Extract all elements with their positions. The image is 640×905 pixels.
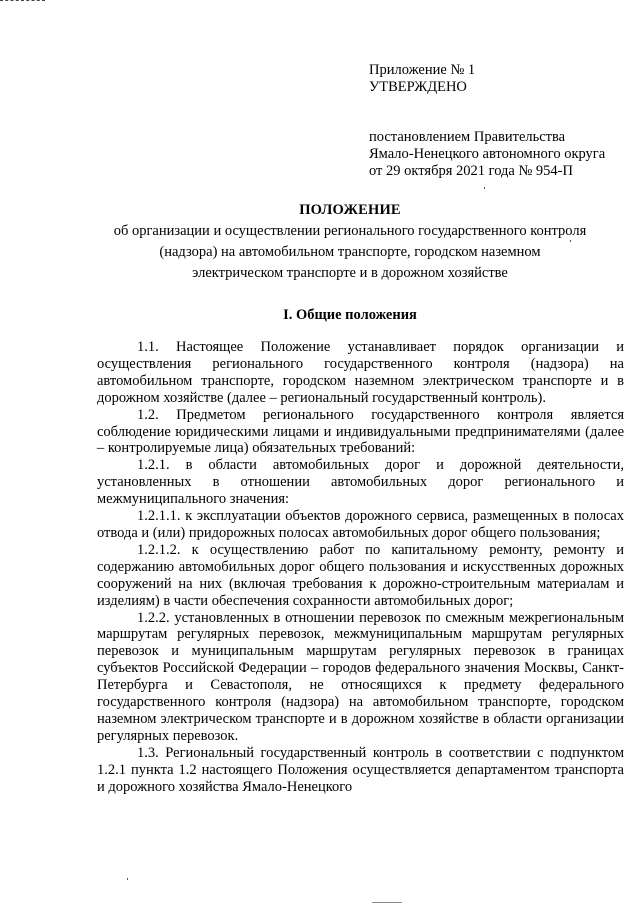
paragraph-1-1: 1.1. Настоящее Положение устанавливает порядок организации и осуществления регионального государственного контроля (надзора) на автомобильном транспорте, городском наземном электрическом транспорте и в дорожном хозяйстве (далее – региональный государственный контроль).: [97, 339, 624, 406]
paragraph-1-2-2: 1.2.2. установленных в отношении перевозок по смежным межрегиональным маршрутам регулярных перевозок, межмуниципальным маршрутам регулярных перевозок и муниципальным маршрутам регулярных перевозок в границах субъектов Российской Федерации – городов федерального значения Москвы, Санкт-Петербурга и Севастополя, не относящихся к предмету федерального государственного контроля (надзора) на автомобильном транспорте, городском наземном электрическом транспорте и в дорожном хозяйстве в области организации регулярных перевозок.: [97, 609, 624, 744]
scan-speck: [372, 902, 402, 903]
document-title: [60, 200, 640, 284]
title-line-2: (надзора) на автомобильном транспорте, городском наземном: [159, 244, 541, 260]
paragraph-1-2-1: 1.2.1. в области автомобильных дорог и дорожной деятельности, установленных в отношении автомобильных дорог регионального и межмуниципального значения:: [97, 457, 624, 508]
paragraph-1-2-1-2: 1.2.1.2. к осуществлению работ по капитальному ремонту, ремонту и содержанию автомобильных дорог общего пользования и искусственных дорожных сооружений на них (включая требования к дорожно-строительным материалам и изделиям) в части обеспечения сохранности автомобильных дорог;: [97, 541, 624, 609]
title-heading: ПОЛОЖЕНИЕ: [299, 202, 401, 218]
paragraph-1-3: 1.3. Региональный государственный контроль в соответствии с подпунктом 1.2.1 пункта 1.2 настоящего Положения осуществляется департаментом транспорта и дорожного хозяйства Ямало-Ненецкого: [97, 744, 624, 795]
title-line-1: об организации и осуществлении регионального государственного контроля: [113, 223, 587, 239]
scan-speck: [484, 187, 485, 189]
decree-line-1: постановлением Правительства: [369, 129, 566, 145]
decree-line-3: от 29 октября 2021 года № 954-П: [369, 163, 573, 179]
scan-speck: [570, 240, 571, 242]
scan-speck: [127, 878, 128, 880]
scan-edge-mark: [0, 0, 45, 1]
title-line-3: электрическом транспорте и в дорожном хозяйстве: [192, 265, 508, 281]
appendix-label: Приложение № 1: [369, 62, 476, 78]
approval-block: [369, 62, 629, 180]
body-text: [97, 339, 624, 795]
section-heading: I. Общие положения: [283, 307, 417, 323]
paragraph-1-2: 1.2. Предметом регионального государственного контроля является соблюдение юридическими лицами и индивидуальными предпринимателями (далее – контролируемые лица) обязательных требований:: [97, 406, 624, 457]
paragraph-1-2-1-1: 1.2.1.1. к эксплуатации объектов дорожного сервиса, размещенных в полосах отвода и (или) придорожных полосах автомобильных дорог общего пользования;: [97, 508, 624, 541]
approved-label: УТВЕРЖДЕНО: [369, 79, 467, 95]
decree-line-2: Ямало-Ненецкого автономного округа: [369, 146, 606, 162]
